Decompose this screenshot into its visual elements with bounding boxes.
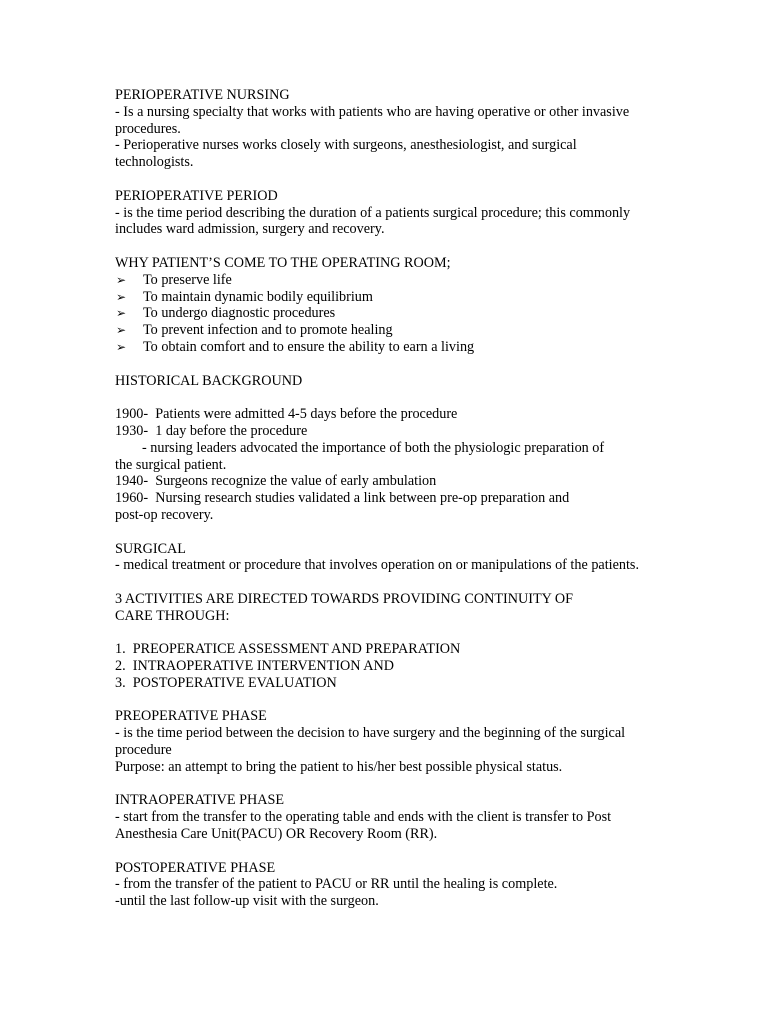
heading-perioperative-nursing: PERIOPERATIVE NURSING <box>115 87 290 103</box>
spacer <box>115 238 655 255</box>
spacer <box>115 574 655 591</box>
timeline-1960-cont: post-op recovery. <box>115 506 214 523</box>
timeline-1930-note-cont: the surgical patient. <box>115 456 227 473</box>
spacer <box>115 843 655 860</box>
numbered-item: 3. POSTOPERATIVE EVALUATION <box>115 674 337 691</box>
list-item: ➢ To undergo diagnostic procedures <box>116 305 336 322</box>
heading-postoperative-phase: POSTOPERATIVE PHASE <box>115 859 276 876</box>
paragraph-line: -until the last follow-up visit with the surgeon. <box>115 893 379 910</box>
arrowhead-bullet-icon: ➢ <box>116 289 127 304</box>
heading-intraoperative-phase: INTRAOPERATIVE PHASE <box>115 792 285 809</box>
heading-perioperative-period: PERIOPERATIVE PERIOD <box>115 187 278 204</box>
paragraph: - Perioperative nurses works closely with surgeons, anesthesiologist, and surgical technologists. <box>115 137 577 171</box>
paragraph: - start from the transfer to the operating table and ends with the client is transfer to Post Anesthesia Care Unit(PACU) OR Recovery Room (RR). <box>115 809 612 843</box>
list-item: ➢ To obtain comfort and to ensure the ability to earn a living <box>116 338 475 355</box>
spacer <box>115 171 655 188</box>
paragraph: - is the time period describing the duration of a patients surgical procedure; this commonly includes ward admission, surgery and recovery. <box>115 204 631 238</box>
heading-activities: 3 ACTIVITIES ARE DIRECTED TOWARDS PROVIDING CONTINUITY OF <box>115 590 574 607</box>
list-item: ➢ To preserve life <box>116 271 232 288</box>
spacer <box>115 389 655 406</box>
arrowhead-bullet-icon: ➢ <box>116 339 127 354</box>
heading-activities-cont: CARE THROUGH: <box>115 607 230 624</box>
heading-surgical: SURGICAL <box>115 540 186 557</box>
paragraph: - Is a nursing specialty that works with patients who are having operative or other invasive procedures. <box>115 103 630 137</box>
heading-why-patients: WHY PATIENT’S COME TO THE OPERATING ROOM; <box>115 254 451 271</box>
spacer <box>115 524 655 541</box>
heading-preoperative-phase: PREOPERATIVE PHASE <box>115 708 267 725</box>
arrowhead-bullet-icon: ➢ <box>116 272 127 287</box>
spacer <box>115 692 655 709</box>
spacer <box>115 356 655 373</box>
document-body <box>115 87 655 910</box>
arrowhead-bullet-icon: ➢ <box>116 306 127 321</box>
list-item: ➢ To maintain dynamic bodily equilibrium <box>116 288 373 305</box>
timeline-1960: 1960- Nursing research studies validated a link between pre-op preparation and <box>115 490 570 507</box>
arrowhead-bullet-icon: ➢ <box>116 323 127 338</box>
paragraph: - medical treatment or procedure that involves operation on or manipulations of the patients. <box>115 557 639 574</box>
numbered-item: 1. PREOPERATICE ASSESSMENT AND PREPARATION <box>115 641 461 658</box>
timeline-1930: 1930- 1 day before the procedure <box>115 422 308 439</box>
timeline-1930-note: - nursing leaders advocated the importance of both the physiologic preparation of <box>142 439 605 456</box>
timeline-1900: 1900- Patients were admitted 4-5 days before the procedure <box>115 406 458 423</box>
timeline-1940: 1940- Surgeons recognize the value of early ambulation <box>115 473 437 490</box>
list-item: ➢ To prevent infection and to promote healing <box>116 322 393 339</box>
paragraph: - is the time period between the decision to have surgery and the beginning of the surgical procedure <box>115 725 626 759</box>
spacer <box>115 625 655 642</box>
numbered-item: 2. INTRAOPERATIVE INTERVENTION AND <box>115 658 395 675</box>
spacer <box>115 776 655 793</box>
purpose-line: Purpose: an attempt to bring the patient to his/her best possible physical status. <box>115 758 563 775</box>
paragraph-line: - from the transfer of the patient to PACU or RR until the healing is complete. <box>115 876 558 893</box>
heading-historical-background: HISTORICAL BACKGROUND <box>115 372 303 389</box>
